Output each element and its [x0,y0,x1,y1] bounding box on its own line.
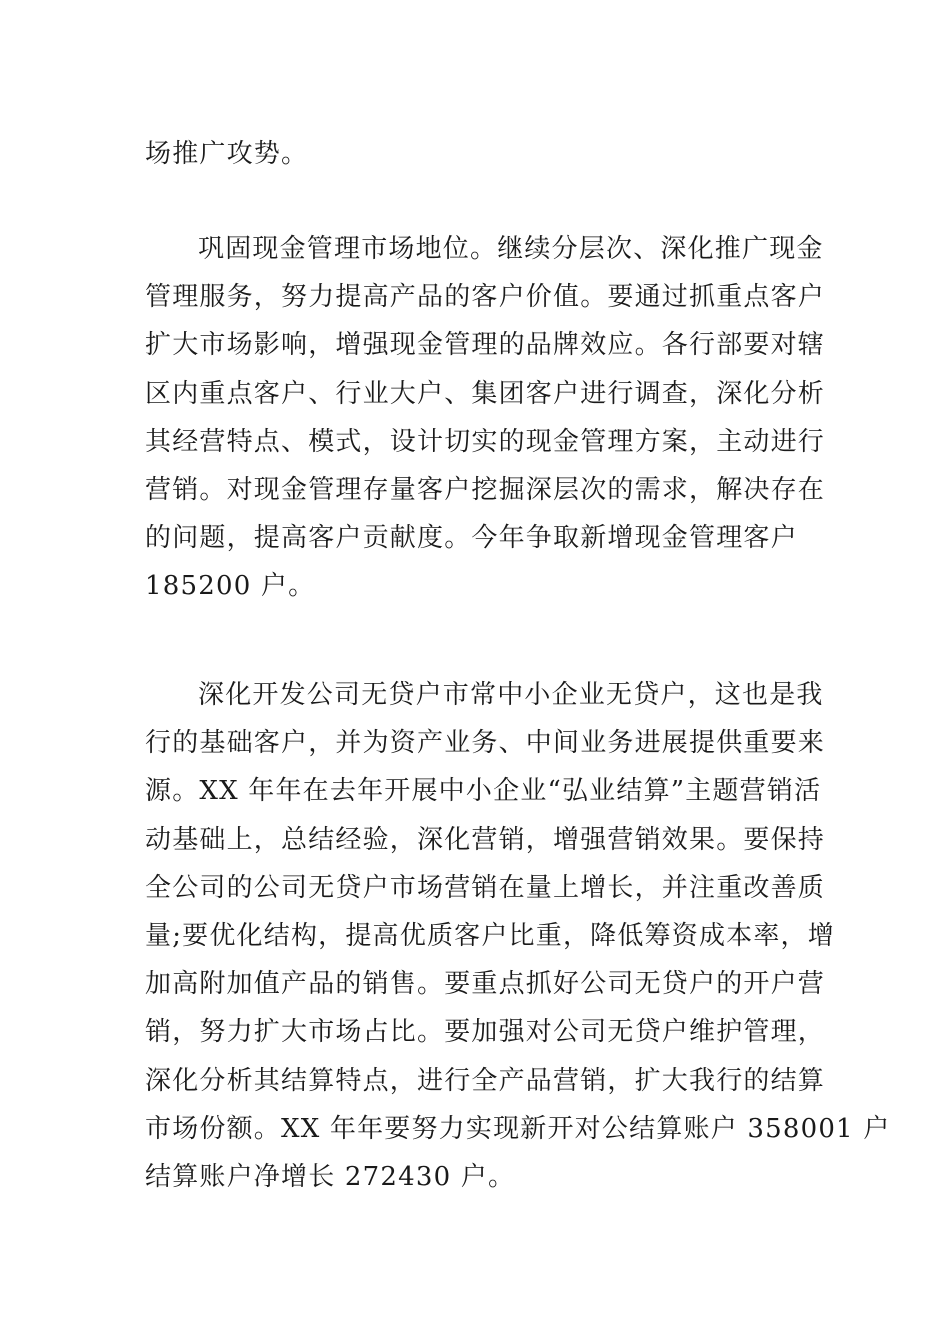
text-line: 深化开发公司无贷户市常中小企业无贷户，这也是我 [198,680,824,710]
text-line: 销，努力扩大市场占比。要加强对公司无贷户维护管理， [145,1017,826,1048]
text-line: 场推广攻势。 [145,139,309,169]
text-line: 动基础上，总结经验，深化营销，增强营销效果。要保持 [145,824,826,855]
text-line: 营销。对现金管理存量客户挖掘深层次的需求，解决存在 [145,475,826,506]
text-line: 巩固现金管理市场地位。继续分层次、深化推广现金 [198,234,824,264]
text-line: 结算账户净增长 272430 户。 [145,1162,516,1193]
text-line: 管理服务，努力提高产品的客户价值。要通过抓重点客户 [145,282,826,313]
text-line: 深化分析其结算特点，进行全产品营销，扩大我行的结算 [145,1065,826,1096]
text-line: 源。XX 年年在去年开展中小企业“弘业结算”主题营销活 [145,776,822,807]
text-line: 其经营特点、模式，设计切实的现金管理方案，主动进行 [145,426,826,457]
text-line: 185200 户。 [145,571,316,602]
paragraph-2 [145,225,826,611]
text-line: 市场份额。XX 年年要努力实现新开对公结算账户 358001 户 [145,1113,891,1144]
text-line: 扩大市场影响，增强现金管理的品牌效应。各行部要对辖 [145,330,826,361]
text-line: 区内重点客户、行业大户、集团客户进行调查，深化分析 [145,378,826,409]
paragraph-1 [145,130,815,178]
paragraph-3 [145,671,891,1201]
text-line: 加高附加值产品的销售。要重点抓好公司无贷户的开户营 [145,969,826,1000]
text-line: 全公司的公司无贷户市场营销在量上增长，并注重改善质 [145,872,826,903]
text-line: 行的基础客户，并为资产业务、中间业务进展提供重要来 [145,728,826,759]
text-line: 量;要优化结构，提高优质客户比重，降低筹资成本率，增 [145,921,835,952]
text-line: 的问题，提高客户贡献度。今年争取新增现金管理客户 [145,523,798,554]
